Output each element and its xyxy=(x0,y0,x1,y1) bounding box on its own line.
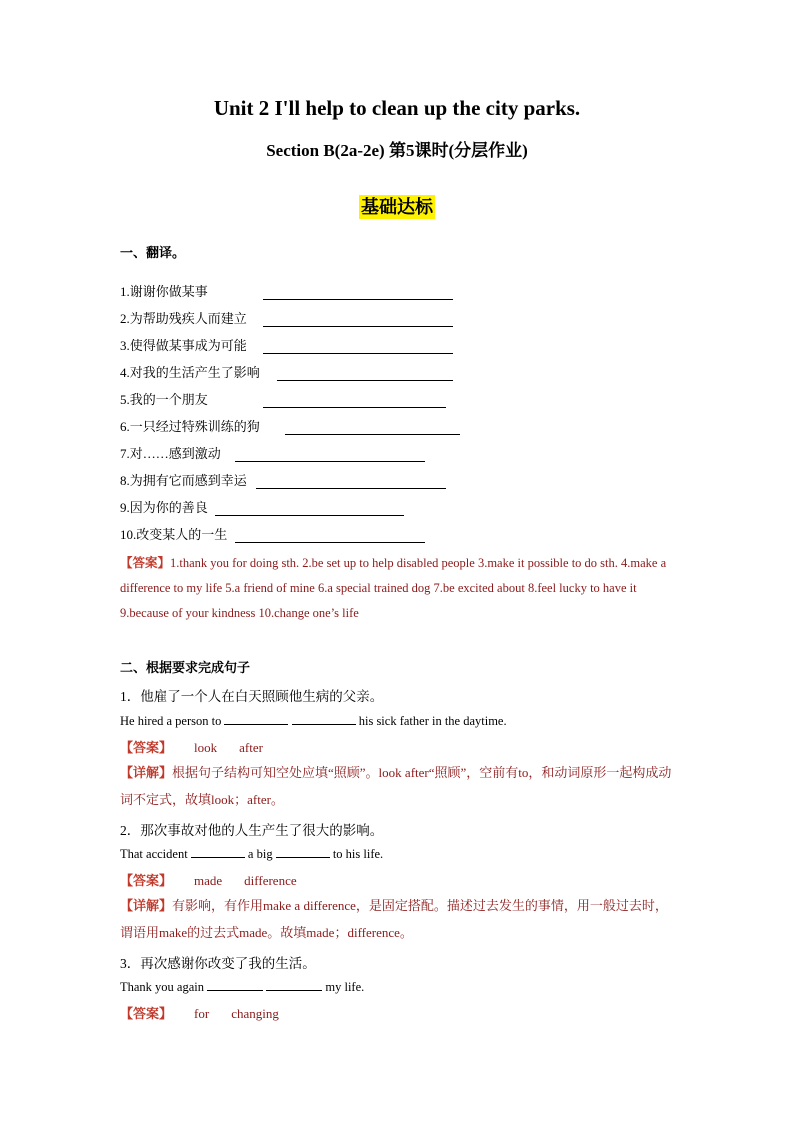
answer-blank[interactable] xyxy=(263,326,453,327)
answer-tag: 【答案】 xyxy=(120,740,173,755)
detail-text: 有影响，有作用make a difference，是固定搭配。描述过去发生的事情，用一般过去时，谓语用make的过去式made。故填made；difference。 xyxy=(120,898,668,940)
translation-item xyxy=(120,525,227,545)
section-heading-sentences: 二、根据要求完成句子 xyxy=(120,660,251,675)
answer-line xyxy=(120,1003,279,1022)
sentence-part: Thank you again xyxy=(120,980,205,994)
answer-line xyxy=(120,870,297,889)
detail-tag: 【详解】 xyxy=(120,765,173,780)
translation-item xyxy=(120,444,221,464)
page-title: Unit 2 I'll help to clean up the city parks. xyxy=(213,96,581,120)
page-subtitle: Section B(2a-2e) 第5课时(分层作业) xyxy=(266,141,528,160)
question-en xyxy=(120,978,364,995)
translation-prompt: 2.为帮助残疾人而建立 xyxy=(120,311,247,326)
answer-blank[interactable] xyxy=(292,712,356,725)
translation-item xyxy=(120,309,247,329)
detail-explanation xyxy=(120,759,676,813)
sentence-part: That accident xyxy=(120,847,188,861)
answer-blank[interactable] xyxy=(215,515,404,516)
translation-answer xyxy=(120,551,676,626)
answer-blank[interactable] xyxy=(191,845,245,858)
detail-explanation xyxy=(120,892,676,946)
translation-prompt: 9.因为你的善良 xyxy=(120,500,208,515)
level-heading: 基础达标 xyxy=(361,197,433,217)
question-cn: 3．再次感谢你改变了我的生活。 xyxy=(120,956,316,971)
answer-blank[interactable] xyxy=(263,407,446,408)
translation-item xyxy=(120,282,208,302)
answer-value: difference xyxy=(244,873,297,888)
section-heading-translation: 一、翻译。 xyxy=(120,245,186,260)
answer-blank[interactable] xyxy=(266,978,322,991)
answer-blank[interactable] xyxy=(263,299,453,300)
answer-value: look xyxy=(194,740,218,755)
answer-tag: 【答案】 xyxy=(120,1006,173,1021)
question-en xyxy=(120,845,383,862)
sentence-part: He hired a person to xyxy=(120,714,222,728)
answer-blank[interactable] xyxy=(207,978,263,991)
question-cn: 1．他雇了一个人在白天照顾他生病的父亲。 xyxy=(120,689,384,704)
translation-prompt: 5.我的一个朋友 xyxy=(120,392,208,407)
translation-item xyxy=(120,417,260,437)
sentence-part: a big xyxy=(247,847,273,861)
answer-line xyxy=(120,737,263,756)
translation-item xyxy=(120,336,247,356)
translation-item xyxy=(120,390,208,410)
answer-blank[interactable] xyxy=(285,434,460,435)
question-cn: 2．那次事故对他的人生产生了很大的影响。 xyxy=(120,823,384,838)
translation-prompt: 8.为拥有它而感到幸运 xyxy=(120,473,247,488)
translation-prompt: 6.一只经过特殊训练的狗 xyxy=(120,419,260,434)
answer-value: made xyxy=(194,873,223,888)
sentence-part: my life. xyxy=(325,980,365,994)
sentence-part: his sick father in the daytime. xyxy=(358,714,507,728)
answer-value: for xyxy=(194,1006,210,1021)
answer-value: after xyxy=(239,740,263,755)
answer-blank[interactable] xyxy=(276,845,330,858)
translation-prompt: 1.谢谢你做某事 xyxy=(120,284,208,299)
answer-blank[interactable] xyxy=(256,488,446,489)
detail-tag: 【详解】 xyxy=(120,898,173,913)
translation-prompt: 7.对……感到激动 xyxy=(120,446,221,461)
sentence-part: to his life. xyxy=(332,847,384,861)
answer-blank[interactable] xyxy=(224,712,288,725)
translation-item xyxy=(120,498,208,518)
translation-item xyxy=(120,471,247,491)
question-en xyxy=(120,712,507,729)
answer-blank[interactable] xyxy=(277,380,453,381)
answer-text: 1.thank you for doing sth. 2.be set up to help disabled people 3.make it possible to do sth. 4.make a difference to my life 5.a friend of mine 6.a special trained dog 7.be excited about 8.feel lucky to have it 9.because of your kindness 10.change one’s life xyxy=(120,556,667,620)
level-heading-wrap xyxy=(0,195,794,219)
translation-prompt: 10.改变某人的一生 xyxy=(120,527,228,542)
answer-blank[interactable] xyxy=(235,461,425,462)
translation-prompt: 4.对我的生活产生了影响 xyxy=(120,365,260,380)
answer-blank[interactable] xyxy=(235,542,425,543)
answer-blank[interactable] xyxy=(263,353,453,354)
translation-prompt: 3.使得做某事成为可能 xyxy=(120,338,247,353)
answer-value: changing xyxy=(231,1006,279,1021)
answer-tag: 【答案】 xyxy=(120,873,173,888)
answer-tag: 【答案】 xyxy=(120,556,171,570)
detail-text: 根据句子结构可知空处应填“照顾”。look after“照顾”，空前有to，和动词原形一起构成动词不定式，故填look；after。 xyxy=(120,765,672,807)
translation-item xyxy=(120,363,260,383)
